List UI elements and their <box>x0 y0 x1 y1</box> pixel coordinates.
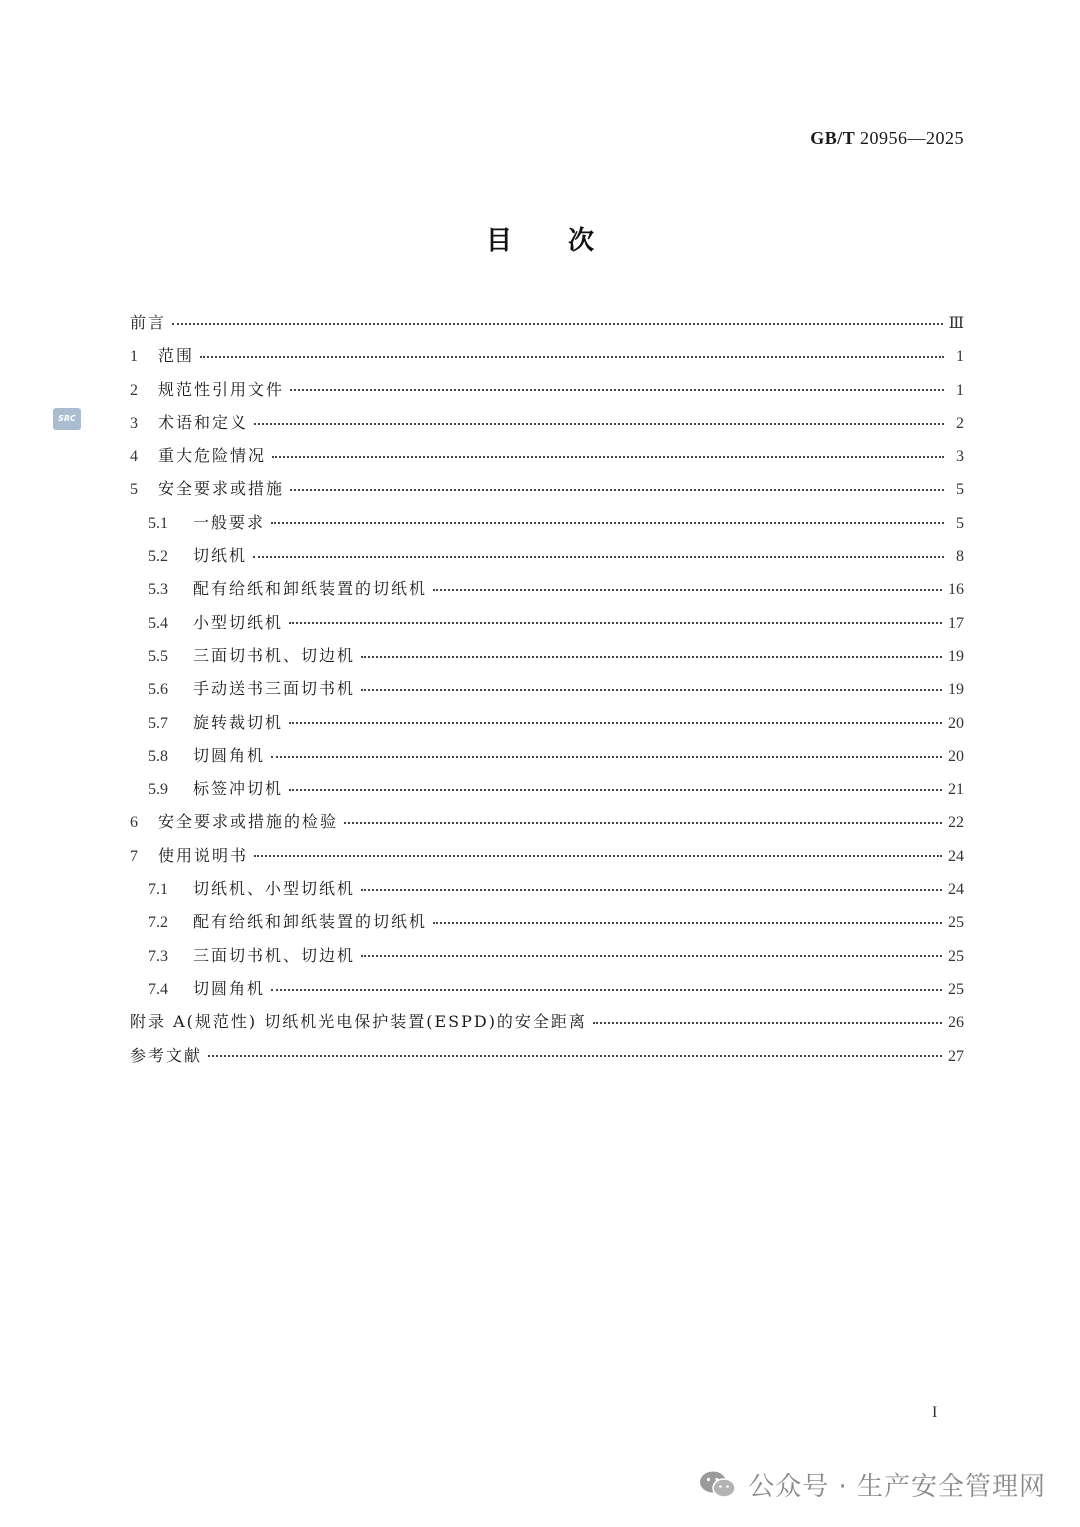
toc-entry-label: 配有给纸和卸纸装置的切纸机 <box>193 912 428 932</box>
toc-entry[interactable] <box>130 306 964 339</box>
toc-entry[interactable] <box>130 373 964 406</box>
toc-dot-leader <box>200 356 944 358</box>
toc-entry[interactable] <box>130 1039 964 1072</box>
toc-entry[interactable] <box>130 339 964 372</box>
toc-entry-number: 7.2 <box>148 914 168 932</box>
standard-number: 20956—2025 <box>860 128 964 148</box>
toc-entry-label: 规范性引用文件 <box>158 379 285 399</box>
toc-entry-page: 24 <box>948 881 964 899</box>
toc-entry-label: 三面切书机、切边机 <box>193 645 356 665</box>
toc-entry-number: 4 <box>130 448 138 466</box>
toc-entry-label: 切纸机 <box>193 546 248 566</box>
toc-entry[interactable] <box>130 572 964 605</box>
title-char-2: 次 <box>568 226 595 256</box>
toc-dot-leader <box>290 489 944 491</box>
toc-dot-leader <box>361 889 942 891</box>
toc-entry-label: 切纸机、小型切纸机 <box>193 879 356 899</box>
toc-dot-leader <box>361 656 942 658</box>
toc-entry-number: 5.1 <box>148 514 168 532</box>
toc-entry-number: 3 <box>130 414 138 432</box>
toc-dot-leader <box>290 389 944 391</box>
page-title <box>0 220 1080 257</box>
toc-entry-label: 重大危险情况 <box>158 446 267 466</box>
toc-entry-number: 2 <box>130 381 138 399</box>
toc-entry[interactable] <box>130 805 964 838</box>
toc-dot-leader <box>289 722 942 724</box>
toc-entry-page: 27 <box>948 1047 964 1065</box>
standard-code <box>810 128 964 149</box>
toc-entry-number: 6 <box>130 814 138 832</box>
toc-entry[interactable] <box>130 672 964 705</box>
toc-entry-number: 7.4 <box>148 980 168 998</box>
toc-entry-page: 19 <box>948 647 964 665</box>
toc-dot-leader <box>289 789 942 791</box>
watermark-text: 公众号 · 生产安全管理网 <box>748 1472 1046 1502</box>
toc-entry[interactable] <box>130 1005 964 1038</box>
toc-dot-leader <box>254 855 942 857</box>
toc-entry-page: 25 <box>948 980 964 998</box>
toc-dot-leader <box>271 522 944 524</box>
wechat-icon <box>698 1470 738 1500</box>
toc-entry-number: 5.5 <box>148 647 168 665</box>
toc-entry-label: 术语和定义 <box>158 412 249 432</box>
toc-dot-leader <box>208 1055 942 1057</box>
toc-entry-page: 24 <box>948 847 964 865</box>
toc-entry-page: 20 <box>948 714 964 732</box>
toc-dot-leader <box>271 756 942 758</box>
toc-entry-label: 旋转裁切机 <box>193 712 284 732</box>
toc-entry-number: 7.1 <box>148 881 168 899</box>
toc-entry[interactable] <box>130 706 964 739</box>
toc-entry-page: 2 <box>956 414 964 432</box>
toc-dot-leader <box>253 556 944 558</box>
toc-entry-page: 1 <box>956 348 964 366</box>
toc-entry[interactable] <box>130 539 964 572</box>
toc-entry-page: 5 <box>956 514 964 532</box>
toc-entry-page: 17 <box>948 614 964 632</box>
toc-dot-leader <box>271 989 942 991</box>
toc-entry-number: 1 <box>130 348 138 366</box>
toc-dot-leader <box>272 456 944 458</box>
toc-entry-number: 5 <box>130 481 138 499</box>
toc-entry[interactable] <box>130 839 964 872</box>
toc-dot-leader <box>361 689 942 691</box>
toc-entry-label: 小型切纸机 <box>193 612 284 632</box>
toc-entry[interactable] <box>130 439 964 472</box>
toc-entry[interactable] <box>130 406 964 439</box>
toc-dot-leader <box>593 1022 942 1024</box>
toc-entry[interactable] <box>130 639 964 672</box>
toc-entry-number: 7 <box>130 847 138 865</box>
toc-entry-number: 5.6 <box>148 681 168 699</box>
toc-entry-label: 安全要求或措施 <box>158 479 285 499</box>
toc-entry-number: 5.3 <box>148 581 168 599</box>
toc-entry-page: 25 <box>948 947 964 965</box>
toc-entry-label: 使用说明书 <box>158 845 249 865</box>
toc-dot-leader <box>289 622 942 624</box>
toc-entry-page: 5 <box>956 481 964 499</box>
toc-entry-page: 25 <box>948 914 964 932</box>
toc-entry-label: 三面切书机、切边机 <box>193 945 356 965</box>
toc-entry-number: 5.4 <box>148 614 168 632</box>
toc-entry[interactable] <box>130 872 964 905</box>
side-logo: SRC <box>53 408 81 430</box>
toc-entry-page: Ⅲ <box>948 315 964 332</box>
toc-entry[interactable] <box>130 972 964 1005</box>
watermark <box>698 1466 1046 1503</box>
toc-dot-leader <box>361 955 942 957</box>
toc-entry-number: 5.2 <box>148 548 168 566</box>
toc-entry-label: 前言 <box>130 313 167 332</box>
toc-dot-leader <box>172 323 943 325</box>
toc-entry[interactable] <box>130 905 964 938</box>
toc-entry-label: 切圆角机 <box>193 978 266 998</box>
toc-entry-page: 1 <box>956 381 964 399</box>
toc-entry-label: 安全要求或措施的检验 <box>158 812 339 832</box>
toc-entry-page: 22 <box>948 814 964 832</box>
standard-prefix: GB/T <box>810 128 855 148</box>
toc-entry-number: 5.7 <box>148 714 168 732</box>
toc-entry-page: 8 <box>956 548 964 566</box>
toc-entry-label: 范围 <box>158 346 195 366</box>
toc-dot-leader <box>344 822 942 824</box>
toc-entry-page: 21 <box>948 781 964 799</box>
toc-entry-number: 5.8 <box>148 747 168 765</box>
table-of-contents <box>130 306 964 1072</box>
toc-entry[interactable] <box>130 772 964 805</box>
toc-entry[interactable] <box>130 506 964 539</box>
toc-entry[interactable] <box>130 739 964 772</box>
toc-entry-label: 参考文献 <box>130 1045 203 1065</box>
toc-entry-label: 标签冲切机 <box>193 779 284 799</box>
toc-entry-page: 19 <box>948 681 964 699</box>
toc-entry[interactable] <box>130 606 964 639</box>
toc-entry[interactable] <box>130 939 964 972</box>
title-char-1: 目 <box>485 226 512 256</box>
toc-entry-number: 7.3 <box>148 947 168 965</box>
page-number: I <box>932 1404 938 1421</box>
toc-entry-page: 20 <box>948 747 964 765</box>
toc-entry-number: 5.9 <box>148 781 168 799</box>
toc-entry-label: 手动送书三面切书机 <box>193 679 356 699</box>
toc-entry-label: 一般要求 <box>193 512 266 532</box>
toc-dot-leader <box>433 589 942 591</box>
toc-entry-page: 26 <box>948 1014 964 1032</box>
toc-dot-leader <box>433 922 942 924</box>
toc-entry[interactable] <box>130 472 964 505</box>
toc-entry-page: 16 <box>948 581 964 599</box>
toc-dot-leader <box>254 423 944 425</box>
toc-entry-label: 配有给纸和卸纸装置的切纸机 <box>193 579 428 599</box>
toc-entry-page: 3 <box>956 448 964 466</box>
toc-entry-label: 切圆角机 <box>193 745 266 765</box>
toc-entry-label: 附录 A(规范性) 切纸机光电保护装置(ESPD)的安全距离 <box>130 1012 587 1032</box>
